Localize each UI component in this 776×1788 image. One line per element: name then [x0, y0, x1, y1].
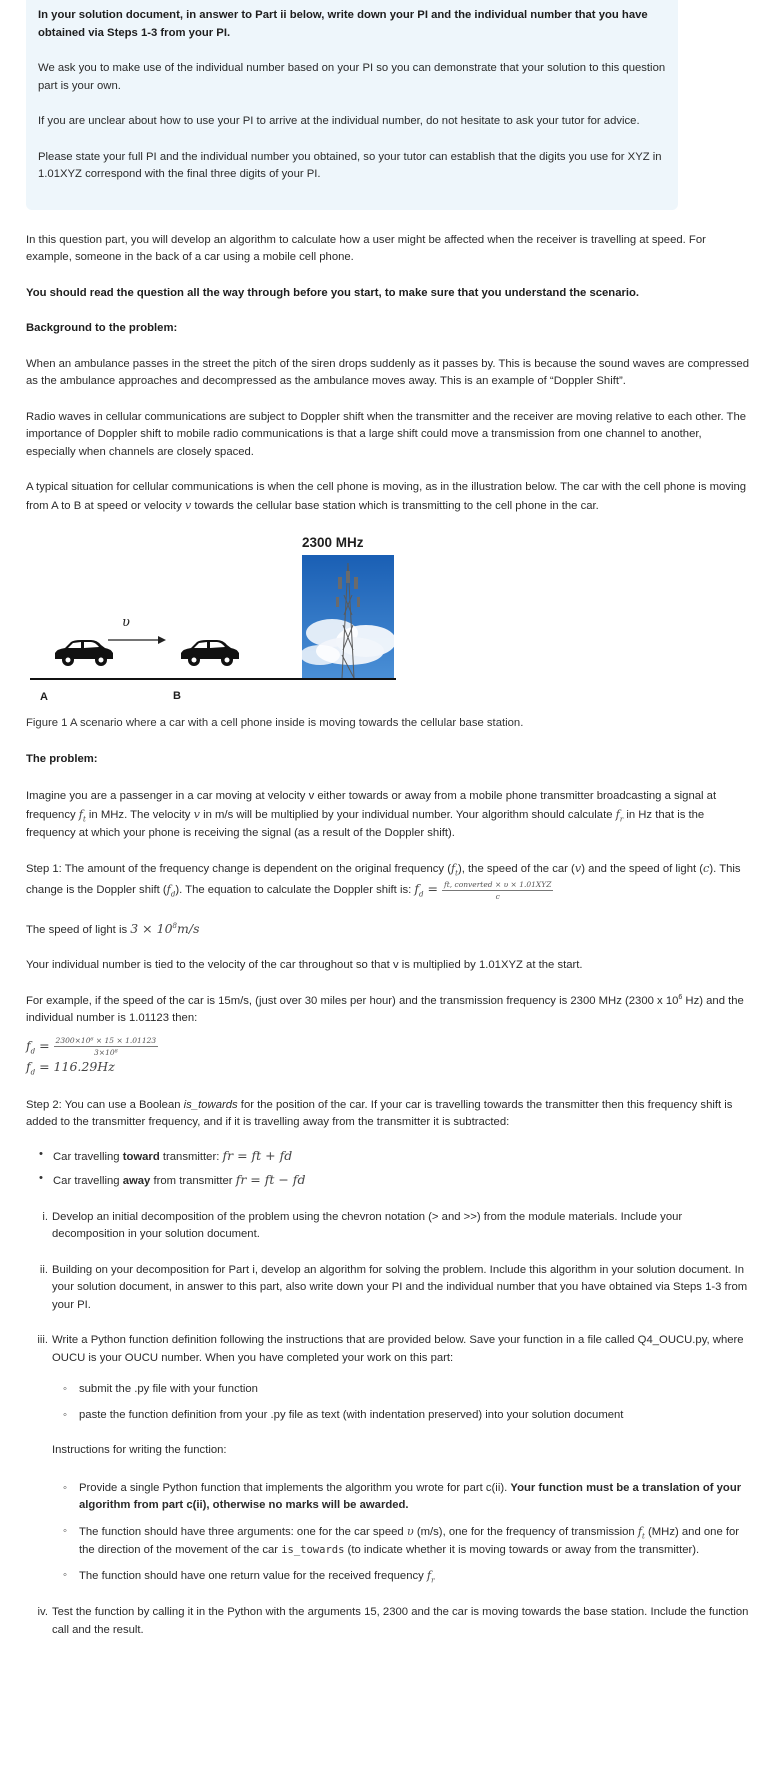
bg-p3-a: A typical situation for cellular communications is when the cell phone is moving, as in the illustration below. The car with the cell phone is moving from A to B at speed or velocity	[26, 481, 747, 512]
fr-symbol: $f_r$	[615, 807, 624, 823]
car-at-a-icon	[53, 639, 115, 667]
doppler-figure	[26, 533, 406, 711]
example-b: Hz) and the individual number is 1.01123 then:	[26, 994, 744, 1025]
ft-symbol: $f_t$	[78, 807, 86, 823]
v-symbol: v	[193, 807, 200, 821]
part-ii: ii. Building on your decomposition for Part i, develop an algorithm for solving the problem. Include this algorithm in your solution document. In your solution document, in answer to this part, also write down your PI and the individual number that you have obtained via Steps 1-3 from your PI.	[39, 1263, 748, 1311]
example-paragraph	[26, 993, 750, 1028]
background-paragraph-3	[26, 479, 750, 515]
individual-number-note: Your individual number is tied to the velocity of the car throughout so that v is multiplied by 1.01XYZ at the start.	[26, 959, 583, 972]
list-item: • Car travelling away from transmitter fr = ft − fd	[53, 1170, 750, 1191]
callout-paragraph-2: We ask you to make use of the individual number based on your PI so you can demonstrate that your solution to this question part is your own.	[38, 62, 666, 92]
step2-b: for the position of the car. If your car is travelling towards the transmitter then this frequency shift is added to the transmitter frequency, and if it is travelling away from the transmitter it is subtracted:	[26, 1098, 733, 1129]
velocity-symbol: v	[184, 498, 192, 512]
speed-value: 3 × 10	[130, 920, 173, 936]
background-paragraph-1: When an ambulance passes in the street the pitch of the siren drops suddenly as it passes by. This is because the sound waves are compressed as the ambulance approaches and decompressed as the ambulance moves away. This is an example of “Doppler Shift”.	[26, 357, 749, 387]
problem-text-a: Imagine you are a passenger in a car moving at velocity v either towards or away from a mobile phone transmitter broadcasting a signal at frequency	[26, 790, 717, 821]
step1-d: ). This change is the Doppler shift (	[26, 863, 741, 897]
intro-paragraph: In this question part, you will develop an algorithm to calculate how a user might be affected when the receiver is travelling at speed. For example, someone in the back of a car using a mobile cell phone.	[26, 233, 706, 263]
step1-b: ), the speed of the car (	[457, 863, 575, 876]
speed-of-light	[26, 919, 750, 940]
step1-c: ) and the speed of light (	[581, 863, 704, 876]
pi-notice-callout	[26, 0, 678, 210]
motion-arrow	[108, 635, 168, 645]
instructions-list	[52, 1480, 750, 1587]
list-item: ◦ paste the function definition from your .py file as text (with indentation preserved) into your solution document	[79, 1407, 750, 1425]
part-iii-text: Write a Python function definition following the instructions that are provided below. Save your function in a file called Q4_OUCU.py, where OUCU is your OUCU number. When you have completed your work on this part:	[52, 1334, 744, 1364]
part-ii-text: Building on your decomposition for Part i, develop an algorithm for solving the problem. Include this algorithm in your solution document. In your solution document, in answer to this part, also write down your PI and the individual number that you have obtained via Steps 1-3 from your PI.	[52, 1263, 748, 1311]
worked-example-fraction: $\frac{\text{2300×10⁶ × 15 × 1.01123}}{\text{3×10⁸}}$	[55, 1036, 157, 1058]
question-parts	[26, 1209, 750, 1640]
step-2-paragraph	[26, 1097, 750, 1132]
bg-p3-b: towards the cellular base station which is transmitting to the cell phone in the car.	[191, 499, 599, 512]
list-item: ◦ The function should have one return value for the received frequency $f_r$	[79, 1567, 750, 1586]
ground-line	[30, 678, 396, 680]
list-item: ◦ submit the .py file with your function	[79, 1381, 750, 1399]
doppler-equation: $\frac{\text{ft, converted × υ × 1.01XYZ}}{c}$	[443, 879, 552, 901]
callout-paragraph-4: Please state your full PI and the individual number you obtained, so your tutor can establish that the digits you use for XYZ in 1.01XYZ correspond with the final three digits of your PI.	[38, 150, 662, 180]
is-towards-var: is_towards	[183, 1098, 238, 1111]
instructions-heading: Instructions for writing the function:	[52, 1444, 227, 1457]
callout-paragraph-1: In your solution document, in answer to Part ii below, write down your PI and the individual number that you have obtained via Steps 1-3 from your PI.	[38, 9, 648, 39]
problem-text-c: in m/s will be multiplied by your individual number. Your algorithm should calculate	[199, 808, 616, 821]
problem-text-d: in Hz that is the frequency at which your phone is receiving the signal (as a result of the Doppler shift).	[26, 808, 705, 839]
part-iii-subitems	[52, 1381, 750, 1424]
step1-a: Step 1: The amount of the frequency change is dependent on the original frequency (	[26, 863, 451, 876]
point-a-label: A	[40, 691, 48, 703]
speed-exponent: 8	[172, 921, 177, 930]
part-i: i. Develop an initial decomposition of the problem using the chevron notation (> and >>) from the module materials. Include your decomposition in your solution document.	[42, 1210, 683, 1241]
speed-unit: m/s	[177, 920, 200, 936]
example-exponent: 6	[678, 993, 683, 1001]
velocity-label: υ	[122, 615, 130, 630]
problem-paragraph	[26, 788, 750, 842]
speed-text: The speed of light is	[26, 923, 131, 936]
figure-caption: Figure 1 A scenario where a car with a cell phone inside is moving towards the cellular base station.	[26, 717, 524, 729]
list-item: ◦ The function should have three arguments: one for the car speed υ (m/s), one for the frequency of transmission $f_t$ (MHz) and one for the direction of the movement of the car is_towards (to indicate whether it is moving towards or away from the transmitter).	[79, 1523, 750, 1560]
part-iv: iv. Test the function by calling it in the Python with the arguments 15, 2300 and the car is moving towards the base station. Include the function call and the result.	[37, 1606, 749, 1636]
step2-a: Step 2: You can use a Boolean	[26, 1098, 184, 1111]
callout-paragraph-3: If you are unclear about how to use your PI to arrive at the individual number, do not hesitate to ask your tutor for advice.	[38, 115, 640, 127]
list-item: • Car travelling toward transmitter: fr = ft + fd	[53, 1146, 750, 1167]
part-iv-text: Test the function by calling it in the Python with the arguments 15, 2300 and the car is moving towards the base station. Include the function call and the result.	[52, 1606, 749, 1636]
base-station-image	[302, 555, 394, 678]
frequency-label: 2300 MHz	[302, 535, 364, 550]
list-item: ◦ Provide a single Python function that implements the algorithm you wrote for part c(ii). Your function must be a translation of your algorithm from part c(ii), otherwise no marks will be awarded.	[79, 1480, 750, 1515]
background-heading: Background to the problem:	[26, 322, 178, 334]
problem-heading: The problem:	[26, 752, 98, 765]
car-at-b-icon	[179, 639, 241, 667]
part-iii: iii. Write a Python function definition following the instructions that are provided below. Save your function in a file called Q4_OUCU.py, where OUCU is your OUCU number. When you have completed your work on this part: ◦ submit the .py file with your function ◦ paste the function definition from your .py file as text (with indentation preserved) into your solution document Instructions for writing the function: ◦ Provide a single Python function that implements the algorithm you wrote for part c(ii). Your function must be a translation of your algorithm from part c(ii), otherwise no marks will be awarded. ◦ The function should have three arguments: one for the car speed υ (m/s), one for the frequency of transmission $f_t$ (MHz) and one for the direction of the movement of the car is_towards (to indicate whether it is moving towards or away from the transmitter). ◦ The function should have one return value for the received frequency $f_r$	[52, 1332, 750, 1586]
step1-e: ). The equation to calculate the Doppler shift is:	[175, 884, 415, 897]
read-through-warning: You should read the question all the way through before you start, to make sure that you understand the scenario.	[26, 286, 640, 299]
example-a: For example, if the speed of the car is 15m/s, (just over 30 miles per hour) and the transmission frequency is 2300 MHz (2300 x 10	[26, 994, 679, 1007]
part-i-text: Develop an initial decomposition of the problem using the chevron notation (> and >>) from the module materials. Include your decomposition in your solution document.	[52, 1210, 683, 1241]
worked-example-result: = 116.29Hz	[39, 1059, 115, 1075]
direction-bullets	[26, 1146, 750, 1191]
point-b-label: B	[173, 690, 181, 702]
background-paragraph-2: Radio waves in cellular communications are subject to Doppler shift when the transmitter and the receiver are moving relative to each other. The importance of Doppler shift to mobile radio communications is that a large shift could move a transmission from one channel to another, especially when channels are closely spaced.	[26, 410, 747, 458]
step-1-paragraph: Step 1: The amount of the frequency change is dependent on the original frequency $(f_t)$, the speed of the car (v) and the speed of light (c). This change is the Doppler shift $(f_d)$. The equation to calculate the Doppler shift is: $f_d$ = $\frac{\text{ft, converted × υ × 1.01XYZ}}{c}$	[26, 862, 741, 901]
worked-example: $f_d$ = $\frac{\text{2300×10⁶ × 15 × 1.01123}}{\text{3×10⁸}}$ $f_d = 116.29Hz$	[26, 1036, 157, 1077]
problem-text-b: in MHz. The velocity	[85, 808, 194, 821]
